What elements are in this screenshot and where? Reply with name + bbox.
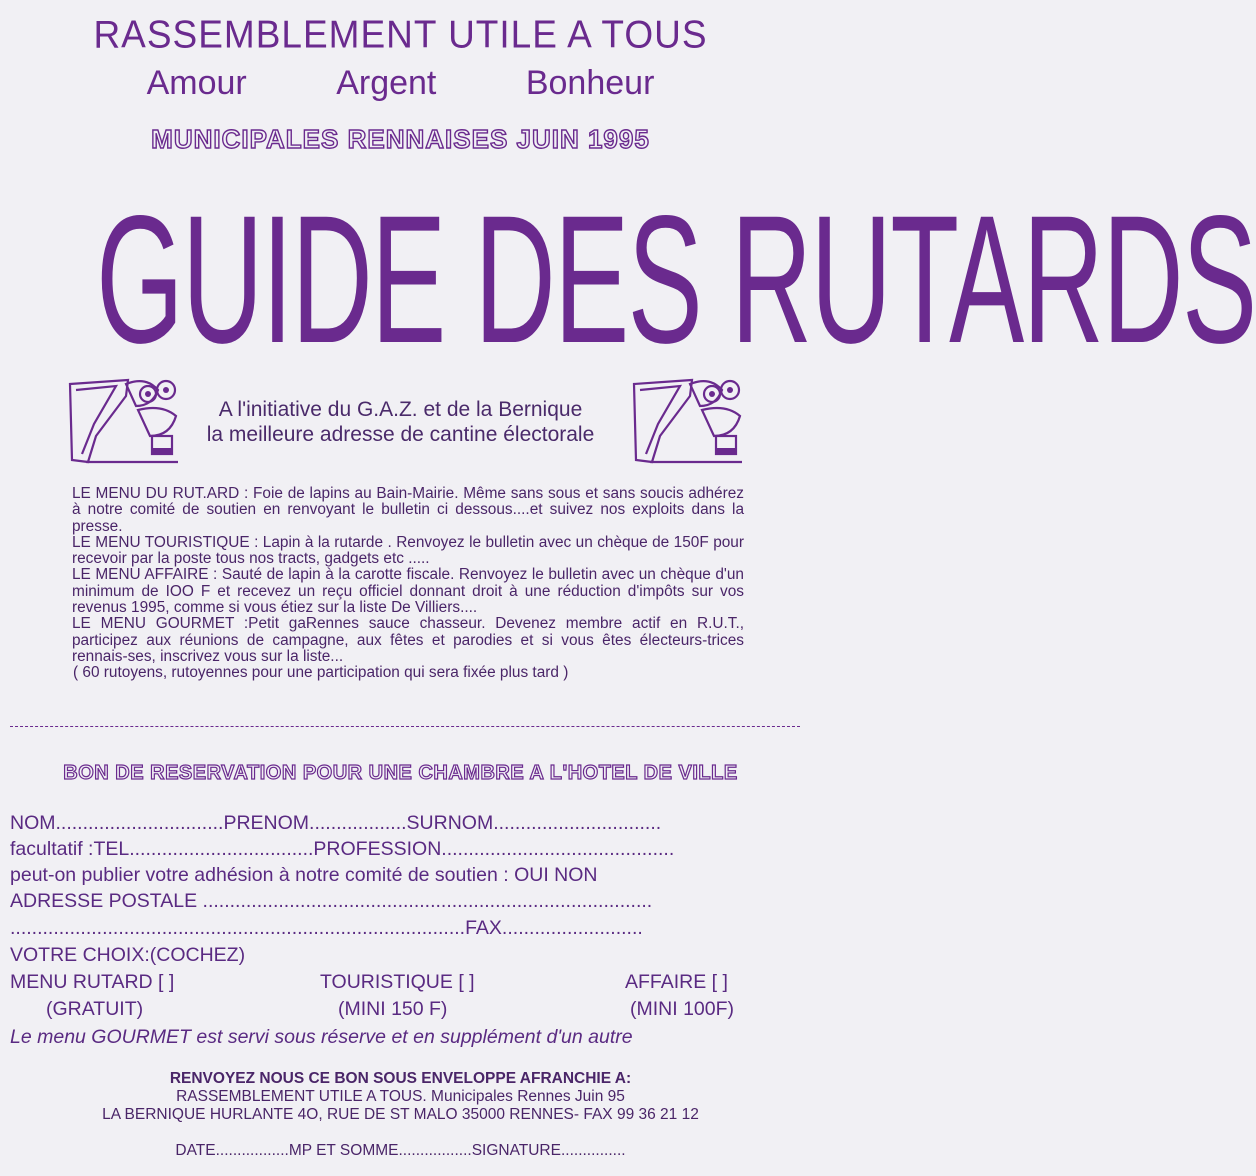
menu-rutard-text: LE MENU DU RUT.ARD : Foie de lapins au Bain-Mairie. Même sans sous et sans soucis adhérez à notre comité de soutien en renvoyant le bulletin ci dessous....et suivez nos exploits dans la presse. xyxy=(72,485,744,535)
menu-touristique-text: LE MENU TOURISTIQUE : Lapin à la rutarde . Renvoyez le bulletin avec un chèque de 150F pour recevoir par la poste tous nos tracts, gadgets etc ..... xyxy=(72,533,744,568)
form-title: BON DE RESERVATION POUR UNE CHAMBRE A L'HOTEL DE VILLE xyxy=(63,762,738,784)
option-rutard[interactable]: MENU RUTARD [ ] xyxy=(10,971,175,993)
word-bonheur: Bonheur xyxy=(525,64,655,102)
word-amour: Amour xyxy=(146,64,247,102)
option-touristique-price: (MINI 150 F) xyxy=(338,998,448,1020)
menu-gourmet-text: LE MENU GOURMET :Petit gaRennes sauce chasseur. Devenez membre actif en R.U.T., participez aux réunions de campagne, aux fêtes et parodies et si vous êtes électeurs-trices rennais-ses, inscrivez vous sur la liste... xyxy=(72,615,744,665)
menu-descriptions xyxy=(72,486,744,682)
option-affaire-price: (MINI 100F) xyxy=(630,998,735,1020)
form-row-publish[interactable]: peut-on publier votre adhésion à notre comité de soutien : OUI NON xyxy=(10,864,598,886)
option-touristique[interactable]: TOURISTIQUE [ ] xyxy=(320,971,475,993)
cut-line xyxy=(10,726,800,727)
page-title: GUIDE DES RUTARDS xyxy=(96,178,1256,382)
initiative xyxy=(0,397,801,447)
form-choice-label: VOTRE CHOIX:(COCHEZ) xyxy=(10,944,246,966)
footer-line3: LA BERNIQUE HURLANTE 4O, RUE DE ST MALO 35000 RENNES- FAX 99 36 21 12 xyxy=(102,1106,699,1123)
initiative-line1: A l'initiative du G.A.Z. et de la Bernique xyxy=(218,398,583,421)
menu-participation-text: ( 60 rutoyens, rutoyennes pour une participation qui sera fixée plus tard ) xyxy=(73,664,569,682)
form-row-fax[interactable]: ....................................................................................FAX.......................... xyxy=(10,917,643,939)
gourmet-note: Le menu GOURMET est servi sous réserve et en supplément d'un autre xyxy=(10,1026,633,1048)
footer-line2: RASSEMBLEMENT UTILE A TOUS. Municipales Rennes Juin 95 xyxy=(176,1088,625,1105)
word-argent: Argent xyxy=(336,64,437,102)
form-row-profession[interactable]: facultatif :TEL..................................PROFESSION........................................... xyxy=(10,838,675,860)
form-row-name[interactable]: NOM...............................PRENOM..................SURNOM............................... xyxy=(10,812,662,834)
header-line3: MUNICIPALES RENNAISES JUIN 1995 xyxy=(151,124,650,154)
initiative-line2: la meilleure adresse de cantine électorale xyxy=(206,423,595,446)
option-rutard-price: (GRATUIT) xyxy=(46,998,144,1020)
footer-signature-line[interactable]: DATE.................MP ET SOMME.................SIGNATURE............... xyxy=(175,1142,626,1159)
footer-line1: RENVOYEZ NOUS CE BON SOUS ENVELOPPE AFRANCHIE A: xyxy=(169,1070,632,1087)
header-line1: RASSEMBLEMENT UTILE A TOUS xyxy=(93,12,708,56)
menu-affaire-text: LE MENU AFFAIRE : Sauté de lapin à la carotte fiscale. Renvoyez le bulletin avec un chèque d'un minimum de IOO F et recevez un reçu officiel donnant droit à une réduction d'impôts sur vos revenus 1995, comme si vous étiez sur la liste De Villiers.... xyxy=(72,566,744,617)
header-words xyxy=(0,64,801,103)
option-affaire[interactable]: AFFAIRE [ ] xyxy=(625,971,728,993)
form-row-address[interactable]: ADRESSE POSTALE ................................................................................... xyxy=(10,890,653,912)
